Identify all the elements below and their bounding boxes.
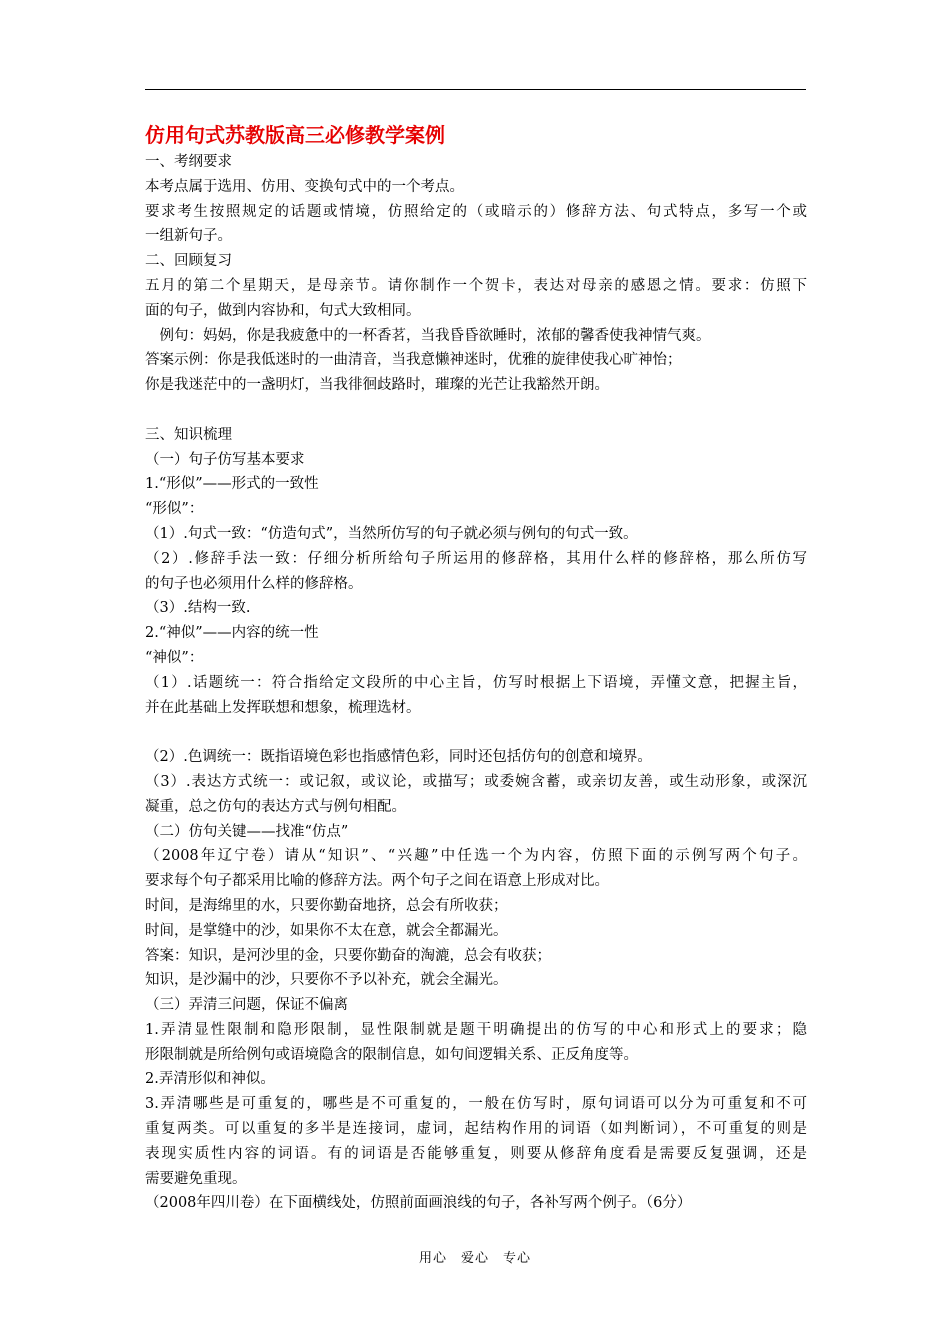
blank-line: [145, 398, 807, 423]
paragraph-line: 要求考生按照规定的话题或情境，仿照给定的（或暗示的）修辞方法、句式特点，多写一个或: [145, 203, 807, 220]
paragraph-line: 表现实质性内容的词语。有的词语是否能够重复，则要从修辞角度看是需要反复强调，还是: [145, 1145, 807, 1162]
document-body: [145, 120, 807, 1216]
list-item: （3）.表达方式统一：或记叙，或议论，或描写；或委婉含蓄，或亲切友善，或生动形象，或深沉: [145, 773, 807, 790]
list-item: （3）.结构一致.: [145, 600, 251, 617]
subsection-heading: （一）句子仿写基本要求: [145, 451, 305, 468]
page-footer: 用心 爱心 专心: [418, 1251, 531, 1266]
list-item: （1）.话题统一：符合指给定文段所的中心主旨，仿写时根据上下语境，弄懂文意，把握主旨，: [145, 674, 807, 691]
paragraph-line: 形限制就是所给例句或语境隐含的限制信息，如句间逻辑关系、正反角度等。: [145, 1046, 638, 1063]
paragraph-line: 五月的第二个星期天，是母亲节。请你制作一个贺卡，表达对母亲的感恩之情。要求：仿照下: [145, 277, 807, 294]
exercise-prompt: （2008年四川卷）在下面横线处，仿照前面画浪线的句子，各补写两个例子。（6分）: [145, 1195, 692, 1212]
list-item: （2）.修辞手法一致：仔细分析所给句子所运用的修辞格，其用什么样的修辞格，那么所仿写: [145, 550, 807, 567]
paragraph-line: 需要避免重现。: [145, 1170, 247, 1187]
paragraph-line: 凝重，总之仿句的表达方式与例句相配。: [145, 798, 406, 815]
paragraph-line: （2008年辽宁卷）请从“知识”、“兴趣”中任选一个为内容，仿照下面的示例写两个句子。: [145, 848, 807, 865]
paragraph-line: “形似”：: [145, 501, 204, 518]
example-sentence: 例句：妈妈，你是我疲惫中的一杯香茗，当我昏昏欲睡时，浓郁的馨香使我神情气爽。: [145, 327, 711, 344]
subsection-heading: （二）仿句关键——找准“仿点”: [145, 823, 349, 840]
list-item: 3.弄清哪些是可重复的，哪些是不可重复的，一般在仿写时，原句词语可以分为可重复和不可: [145, 1096, 807, 1113]
blank-line: [145, 720, 807, 745]
subsection-heading: （三）弄清三问题，保证不偏离: [145, 997, 348, 1014]
point-heading: 2.“神似”——内容的统一性: [145, 625, 319, 642]
header-rule: [145, 89, 806, 90]
answer-example: 你是我迷茫中的一盏明灯，当我徘徊歧路时，璀璨的光芒让我豁然开朗。: [145, 377, 609, 394]
paragraph-line: 并在此基础上发挥联想和想象，梳理选材。: [145, 699, 421, 716]
answer-example: 答案示例：你是我低迷时的一曲清音，当我意懒神迷时，优雅的旋律使我心旷神怡；: [145, 352, 682, 369]
paragraph-line: “神似”：: [145, 649, 204, 666]
paragraph-line: 本考点属于选用、仿用、变换句式中的一个考点。: [145, 178, 464, 195]
paragraph-line: 一组新句子。: [145, 228, 232, 245]
list-item: （1）.句式一致：“仿造句式”，当然所仿写的句子就必须与例句的句式一致。: [145, 525, 638, 542]
point-heading: 1.“形似”——形式的一致性: [145, 476, 319, 493]
section-heading: 三、知识梳理: [145, 426, 232, 443]
answer-example: 知识，是沙漏中的沙，只要你不予以补充，就会全漏光。: [145, 972, 508, 989]
paragraph-line: 重复两类。可以重复的多半是连接词，虚词，起结构作用的词语（如判断词），不可重复的则是: [145, 1121, 807, 1138]
paragraph-line: 的句子也必须用什么样的修辞格。: [145, 575, 363, 592]
list-item: （2）.色调统一：既指语境色彩也指感情色彩，同时还包括仿句的创意和境界。: [145, 749, 652, 766]
list-item: 1.弄清显性限制和隐形限制，显性限制就是题干明确提出的仿写的中心和形式上的要求；隐: [145, 1021, 807, 1038]
example-sentence: 时间，是掌缝中的沙，如果你不太在意，就会全都漏光。: [145, 922, 508, 939]
list-item: 2.弄清形似和神似。: [145, 1071, 275, 1088]
document-title: 仿用句式苏教版高三必修教学案例: [145, 123, 445, 147]
section-heading: 一、考纲要求: [145, 154, 232, 170]
answer-example: 答案：知识，是河沙里的金，只要你勤奋的淘漉，总会有收获；: [145, 947, 551, 964]
example-sentence: 时间，是海绵里的水，只要你勤奋地挤，总会有所收获；: [145, 897, 508, 914]
paragraph-line: 面的句子，做到内容协和，句式大致相同。: [145, 302, 421, 319]
section-heading: 二、回顾复习: [145, 253, 232, 270]
paragraph-line: 要求每个句子都采用比喻的修辞方法。两个句子之间在语意上形成对比。: [145, 873, 609, 890]
